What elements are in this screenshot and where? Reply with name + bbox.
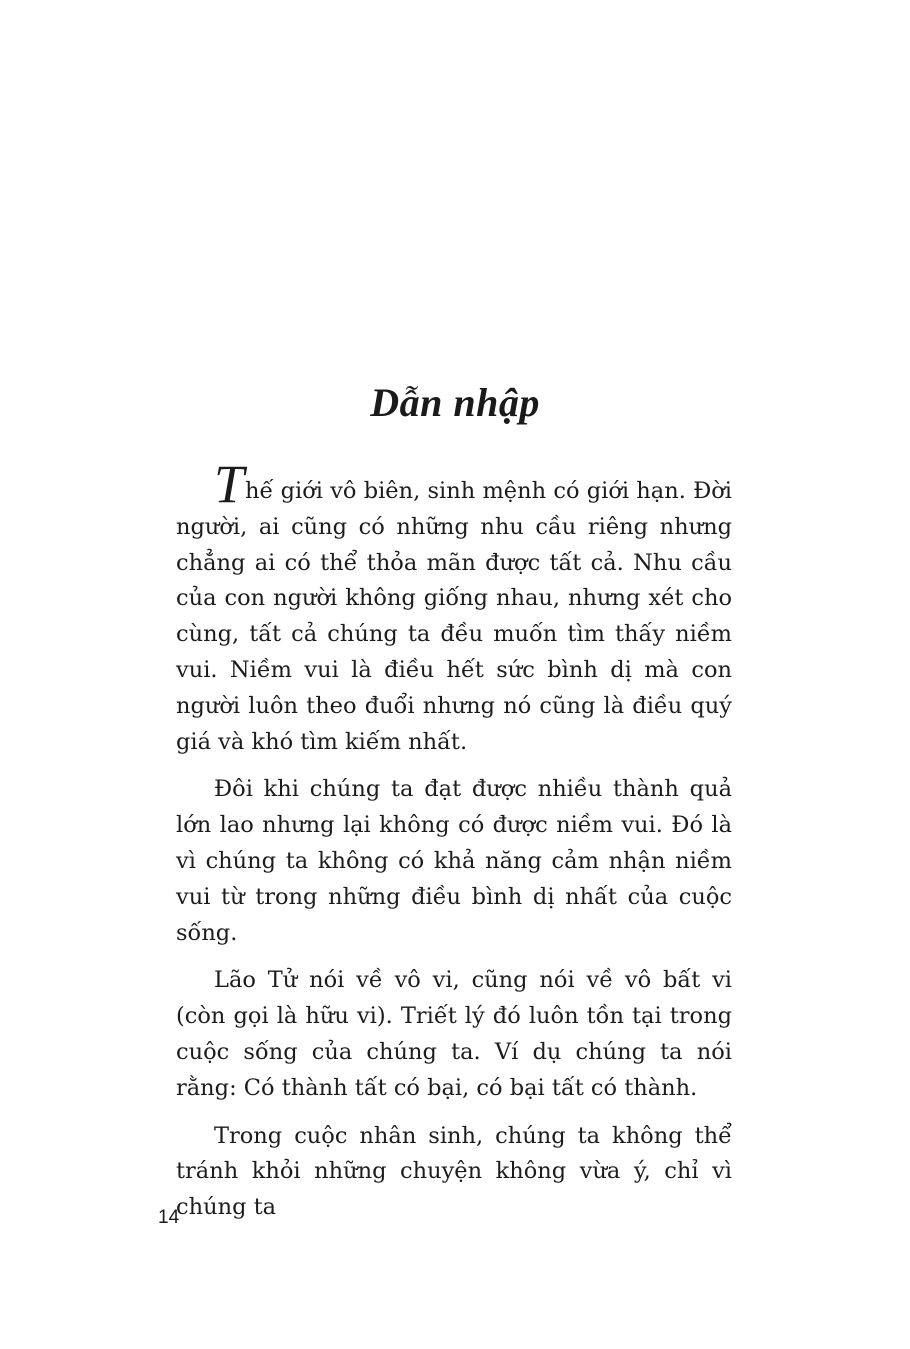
chapter-title: Dẫn nhập xyxy=(370,379,540,425)
paragraph-2: Đôi khi chúng ta đạt được nhiều thành quả lớn lao nhưng lại không có được niềm vui. Đó là vì chúng ta không có khả năng cảm nhận niềm vui từ trong những điều bình dị nhất của cuộc sống. xyxy=(176,776,732,946)
paragraph-1-text: hế giới vô biên, sinh mệnh có giới hạn. Đời người, ai cũng có những nhu cầu riêng nhưng chẳng ai có thể thỏa mãn được tất cả. Nhu cầu của con người không giống nhau, nhưng xét cho cùng, tất cả chúng ta đều muốn tìm thấy niềm vui. Niềm vui là điều hết sức bình dị mà con người luôn theo đuổi nhưng nó cũng là điều quý giá và khó tìm kiếm nhất. xyxy=(176,478,732,755)
body-text xyxy=(176,454,732,1238)
paragraph-4: Trong cuộc nhân sinh, chúng ta không thể tránh khỏi những chuyện không vừa ý, chỉ vì chúng ta xyxy=(176,1122,732,1221)
drop-cap-letter: T xyxy=(214,454,245,514)
page-number: 14 xyxy=(158,1207,180,1228)
paragraph-3: Lão Tử nói về vô vi, cũng nói về vô bất vi (còn gọi là hữu vi). Triết lý đó luôn tồn tại trong cuộc sống của chúng ta. Ví dụ chúng ta nói rằng: Có thành tất có bại, có bại tất có thành. xyxy=(176,967,732,1101)
paragraph-1 xyxy=(176,454,732,760)
